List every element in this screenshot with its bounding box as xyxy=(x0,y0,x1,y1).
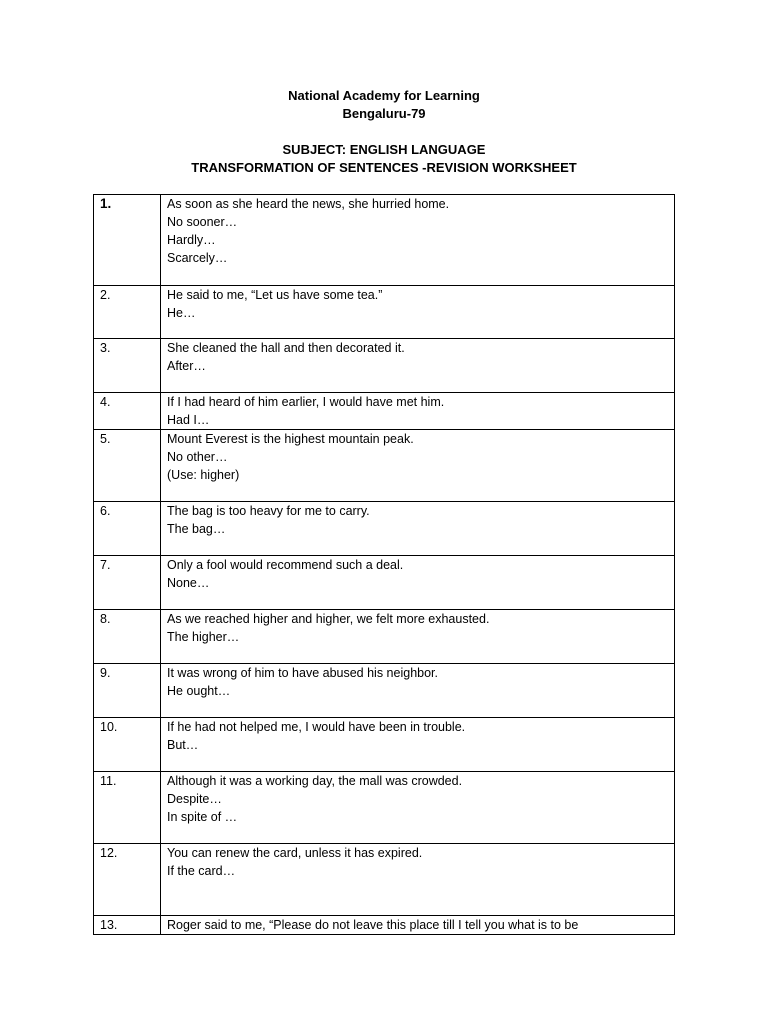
question-text xyxy=(161,556,675,610)
question-number: 7. xyxy=(94,556,161,610)
question-text xyxy=(161,393,675,430)
question-prompt: If the card… xyxy=(167,864,236,878)
question-sentence: You can renew the card, unless it has expired. xyxy=(167,846,423,860)
question-text xyxy=(161,844,675,916)
question-sentence: As soon as she heard the news, she hurried home. xyxy=(167,197,450,211)
question-row xyxy=(94,393,675,430)
subject-heading: SUBJECT: ENGLISH LANGUAGE xyxy=(282,142,486,157)
question-text xyxy=(161,502,675,556)
question-number: 5. xyxy=(94,430,161,502)
question-sentence: If I had heard of him earlier, I would have met him. xyxy=(167,395,445,409)
question-number: 8. xyxy=(94,610,161,664)
question-sentence: Only a fool would recommend such a deal. xyxy=(167,558,404,572)
question-prompt: No other… xyxy=(167,450,228,464)
worksheet-title: TRANSFORMATION OF SENTENCES -REVISION WORKSHEET xyxy=(191,160,577,175)
question-text xyxy=(161,718,675,772)
question-sentence: He said to me, “Let us have some tea.” xyxy=(167,288,383,302)
question-number: 9. xyxy=(94,664,161,718)
question-hint: (Use: higher) xyxy=(167,468,240,482)
question-number: 11. xyxy=(94,772,161,844)
question-number: 1. xyxy=(94,195,161,286)
question-prompt: No sooner… xyxy=(167,215,238,229)
question-sentence: As we reached higher and higher, we felt more exhausted. xyxy=(167,612,490,626)
question-number: 10. xyxy=(94,718,161,772)
question-row xyxy=(94,664,675,718)
question-row xyxy=(94,916,675,935)
question-row xyxy=(94,610,675,664)
question-prompt: He ought… xyxy=(167,684,231,698)
question-text xyxy=(161,286,675,339)
question-row xyxy=(94,844,675,916)
question-sentence: It was wrong of him to have abused his neighbor. xyxy=(167,666,438,680)
question-sentence: She cleaned the hall and then decorated it. xyxy=(167,341,405,355)
question-prompt: Despite… xyxy=(167,792,222,806)
question-row xyxy=(94,195,675,286)
question-row xyxy=(94,430,675,502)
question-number: 3. xyxy=(94,339,161,393)
question-sentence: The bag is too heavy for me to carry. xyxy=(167,504,370,518)
question-row xyxy=(94,502,675,556)
question-prompt: The higher… xyxy=(167,630,240,644)
question-number: 6. xyxy=(94,502,161,556)
question-number: 13. xyxy=(94,916,161,935)
question-sentence: If he had not helped me, I would have been in trouble. xyxy=(167,720,466,734)
question-sentence: Mount Everest is the highest mountain peak. xyxy=(167,432,414,446)
question-row xyxy=(94,718,675,772)
question-text xyxy=(161,916,675,935)
question-prompt: He… xyxy=(167,306,196,320)
question-prompt: Had I… xyxy=(167,413,210,427)
question-number: 12. xyxy=(94,844,161,916)
question-number: 4. xyxy=(94,393,161,430)
question-row xyxy=(94,286,675,339)
question-prompt: But… xyxy=(167,738,199,752)
question-text xyxy=(161,610,675,664)
question-prompt: After… xyxy=(167,359,206,373)
question-prompt: Hardly… xyxy=(167,233,216,247)
question-row xyxy=(94,772,675,844)
question-text xyxy=(161,430,675,502)
question-prompt: In spite of … xyxy=(167,810,238,824)
question-prompt: The bag… xyxy=(167,522,226,536)
questions-table xyxy=(93,194,675,935)
question-row xyxy=(94,556,675,610)
question-text xyxy=(161,664,675,718)
question-sentence: Roger said to me, “Please do not leave this place till I tell you what is to be xyxy=(167,918,579,932)
question-text xyxy=(161,772,675,844)
question-prompt: Scarcely… xyxy=(167,251,228,265)
question-sentence: Although it was a working day, the mall was crowded. xyxy=(167,774,463,788)
question-row xyxy=(94,339,675,393)
question-text xyxy=(161,339,675,393)
school-location: Bengaluru-79 xyxy=(342,106,426,121)
question-text xyxy=(161,195,675,286)
school-name: National Academy for Learning xyxy=(288,88,480,103)
question-number: 2. xyxy=(94,286,161,339)
question-prompt: None… xyxy=(167,576,210,590)
